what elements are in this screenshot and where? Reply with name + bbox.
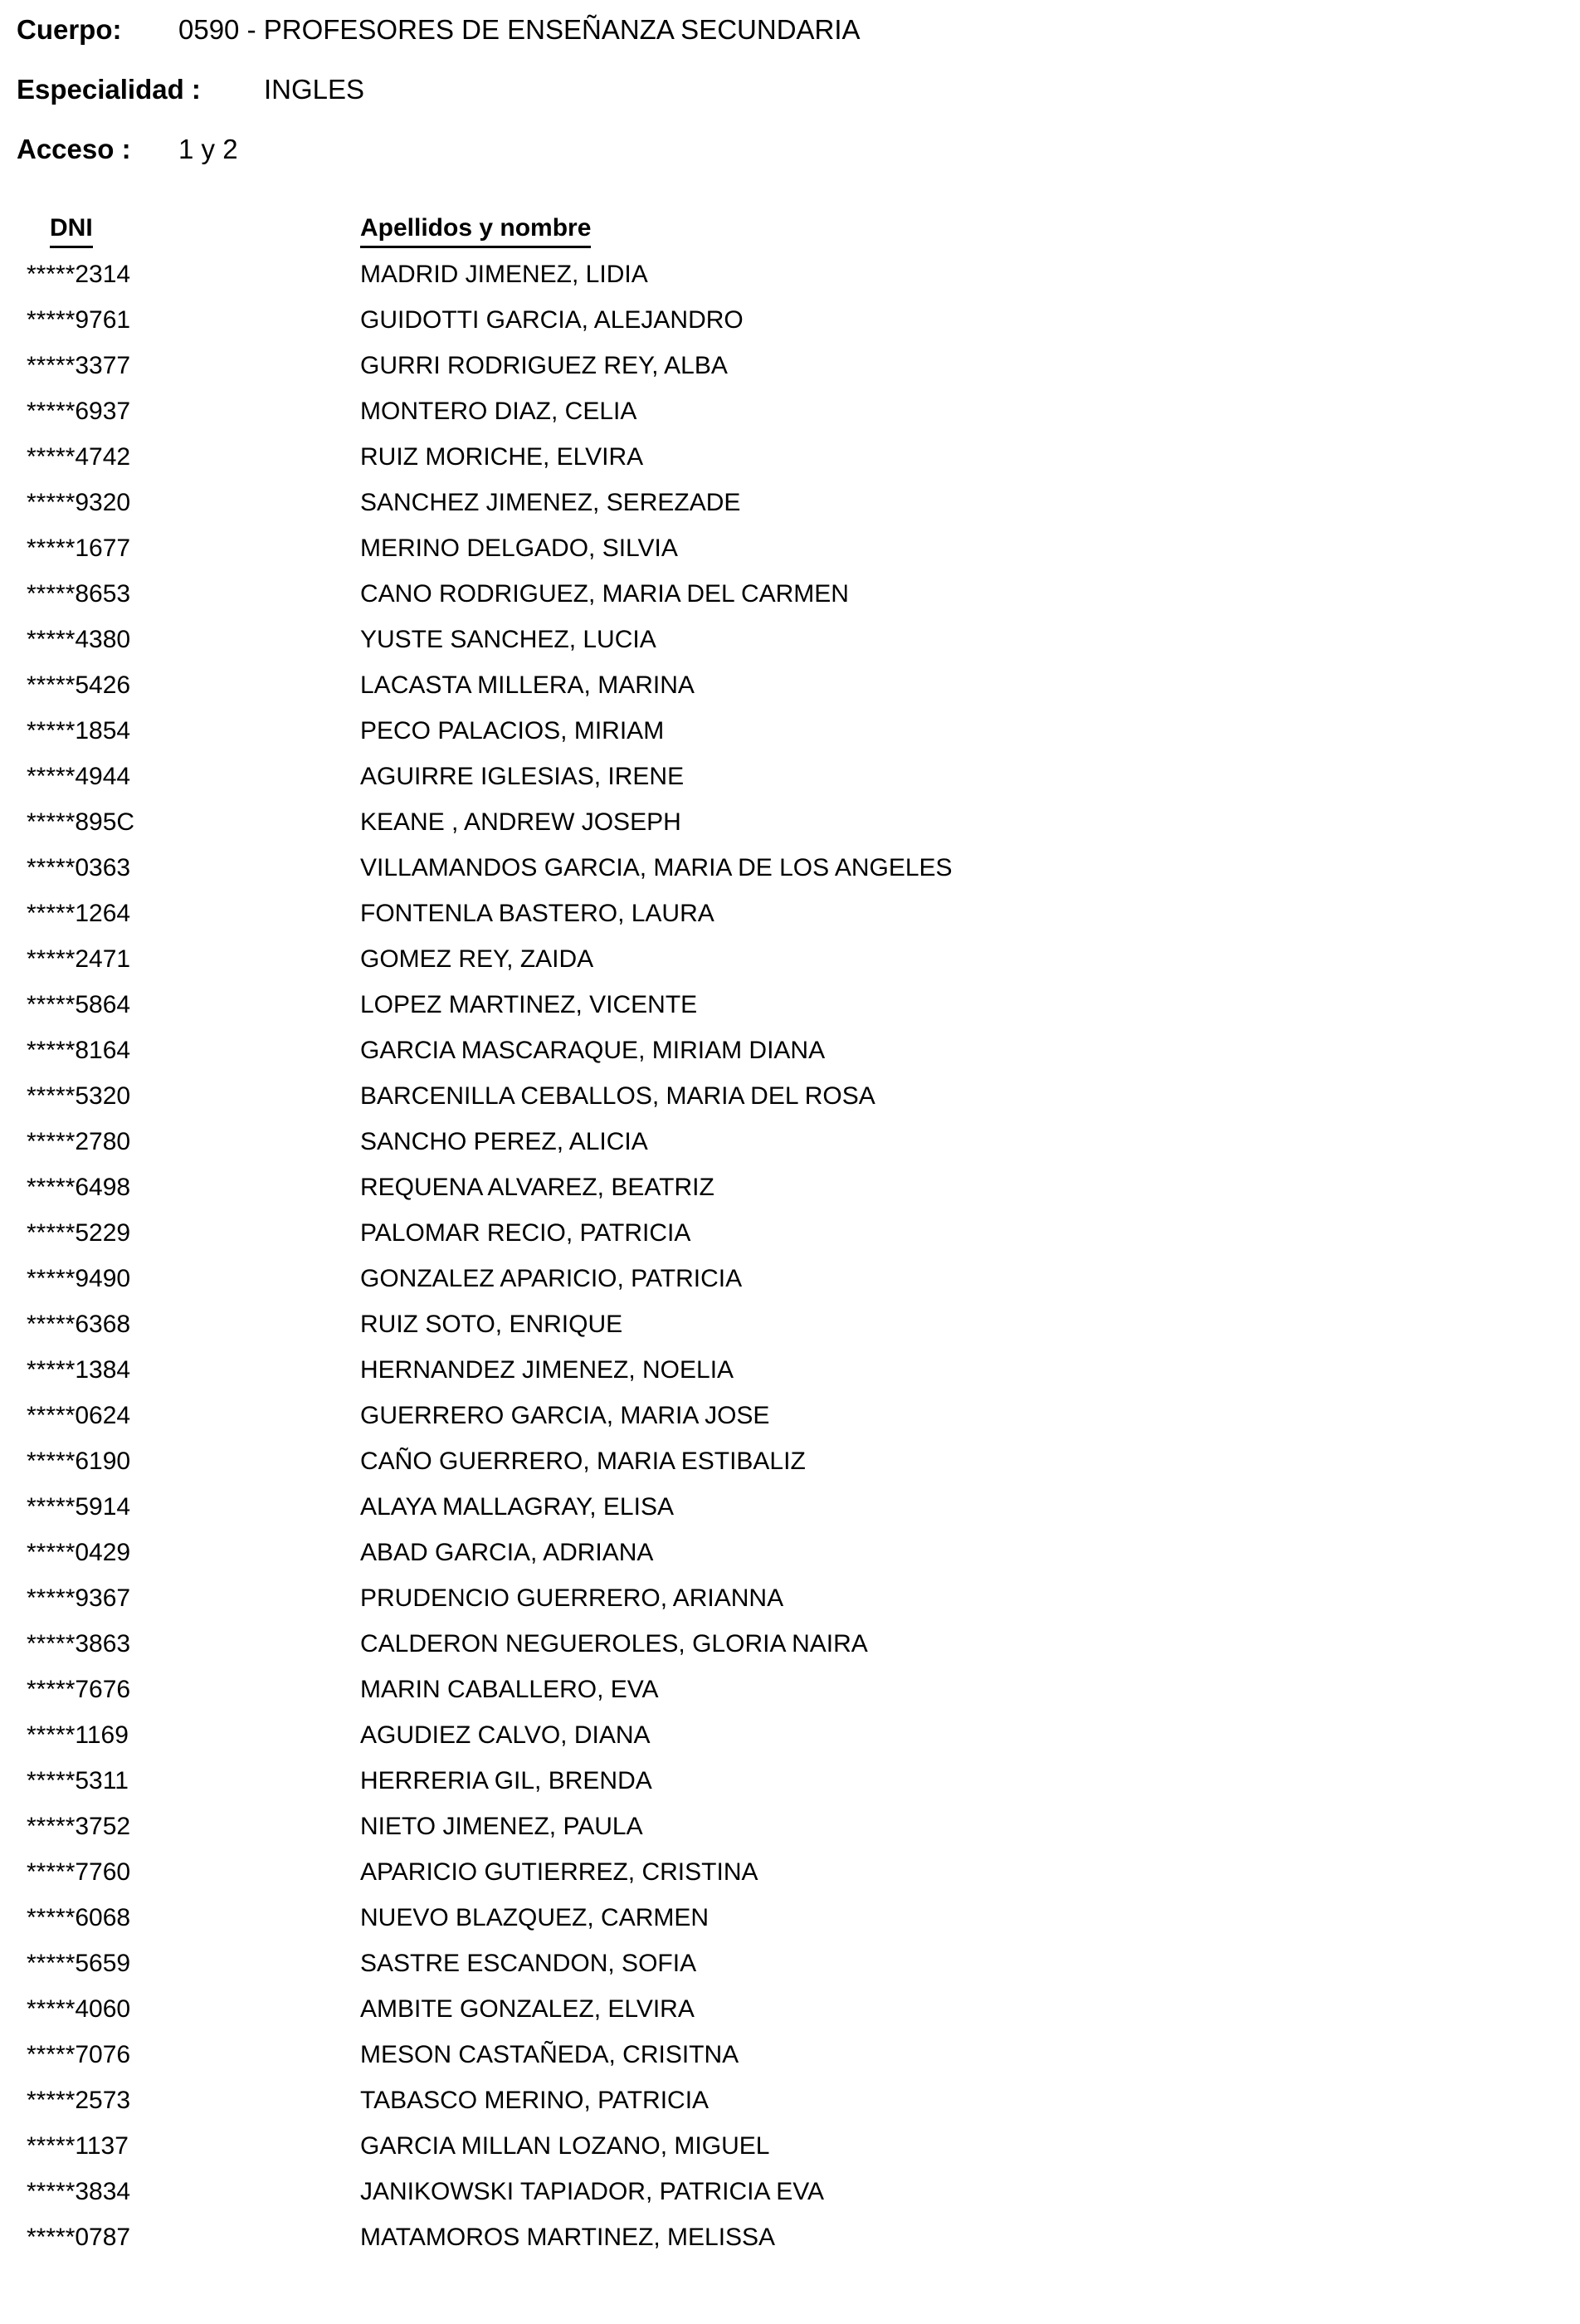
- table-row: [0, 989, 1580, 1035]
- row-dni: *****9367: [27, 1584, 131, 1612]
- row-name: RUIZ MORICHE, ELVIRA: [360, 443, 644, 471]
- row-dni: *****895C: [27, 808, 135, 836]
- table-row: [0, 1400, 1580, 1446]
- row-dni: *****1264: [27, 900, 131, 927]
- row-dni: *****4944: [27, 763, 131, 790]
- row-dni: *****5311: [27, 1767, 129, 1794]
- row-name: APARICIO GUTIERREZ, CRISTINA: [360, 1858, 758, 1886]
- table-row: [0, 1583, 1580, 1628]
- table-row: [0, 442, 1580, 487]
- table-row: [0, 1126, 1580, 1172]
- row-name: GOMEZ REY, ZAIDA: [360, 945, 594, 973]
- row-name: MESON CASTAÑEDA, CRISITNA: [360, 2041, 739, 2068]
- row-dni: *****4060: [27, 1995, 131, 2023]
- row-name: AGUDIEZ CALVO, DIANA: [360, 1721, 651, 1749]
- row-dni: *****1384: [27, 1356, 131, 1384]
- table-row: [0, 1628, 1580, 1674]
- row-name: RUIZ SOTO, ENRIQUE: [360, 1311, 623, 1338]
- row-dni: *****3863: [27, 1630, 131, 1658]
- especialidad-line: [17, 73, 364, 106]
- row-dni: *****6498: [27, 1174, 131, 1201]
- table-row: [0, 259, 1580, 305]
- row-dni: *****8653: [27, 580, 131, 608]
- cuerpo-line: [17, 13, 861, 46]
- table-row: [0, 1948, 1580, 1994]
- table-row: [0, 1081, 1580, 1126]
- row-name: AMBITE GONZALEZ, ELVIRA: [360, 1995, 695, 2023]
- row-name: VILLAMANDOS GARCIA, MARIA DE LOS ANGELES: [360, 854, 953, 881]
- row-name: MONTERO DIAZ, CELIA: [360, 398, 637, 425]
- row-name: ALAYA MALLAGRAY, ELISA: [360, 1493, 674, 1521]
- row-name: NUEVO BLAZQUEZ, CARMEN: [360, 1904, 710, 1931]
- row-name: NIETO JIMENEZ, PAULA: [360, 1813, 643, 1840]
- table-row: [0, 1537, 1580, 1583]
- row-name: SANCHO PEREZ, ALICIA: [360, 1128, 648, 1155]
- row-name: REQUENA ALVAREZ, BEATRIZ: [360, 1174, 714, 1201]
- row-dni: *****5320: [27, 1082, 131, 1110]
- row-dni: *****0787: [27, 2224, 131, 2251]
- row-name: HERNANDEZ JIMENEZ, NOELIA: [360, 1356, 734, 1384]
- row-name: KEANE , ANDREW JOSEPH: [360, 808, 681, 836]
- row-dni: *****5864: [27, 991, 131, 1018]
- table-header: [0, 214, 1580, 254]
- row-dni: *****9761: [27, 306, 131, 334]
- row-dni: *****1169: [27, 1721, 129, 1749]
- row-dni: *****1137: [27, 2132, 129, 2160]
- acceso-value: 1 y 2: [178, 134, 238, 164]
- row-dni: *****0363: [27, 854, 131, 881]
- table-row: [0, 1172, 1580, 1218]
- row-name: PALOMAR RECIO, PATRICIA: [360, 1219, 691, 1247]
- row-name: MERINO DELGADO, SILVIA: [360, 535, 678, 562]
- table-row: [0, 1355, 1580, 1400]
- row-name: MARIN CABALLERO, EVA: [360, 1676, 659, 1703]
- table-row: [0, 898, 1580, 944]
- row-dni: *****6190: [27, 1448, 131, 1475]
- row-dni: *****2471: [27, 945, 131, 973]
- row-name: ABAD GARCIA, ADRIANA: [360, 1539, 654, 1566]
- table-row: [0, 579, 1580, 624]
- table-row: [0, 1765, 1580, 1811]
- table-row: [0, 533, 1580, 579]
- acceso-label: Acceso :: [17, 134, 131, 164]
- row-dni: *****7760: [27, 1858, 131, 1886]
- row-name: GARCIA MASCARAQUE, MIRIAM DIANA: [360, 1037, 826, 1064]
- row-name: YUSTE SANCHEZ, LUCIA: [360, 626, 656, 653]
- row-dni: *****4380: [27, 626, 131, 653]
- table-row: [0, 1218, 1580, 1263]
- table-row: [0, 1811, 1580, 1857]
- row-name: CANO RODRIGUEZ, MARIA DEL CARMEN: [360, 580, 849, 608]
- table-row: [0, 487, 1580, 533]
- table-row: [0, 2039, 1580, 2085]
- table-row: [0, 2085, 1580, 2131]
- row-dni: *****3834: [27, 2178, 131, 2205]
- row-name: MADRID JIMENEZ, LIDIA: [360, 261, 648, 288]
- row-dni: *****4742: [27, 443, 131, 471]
- row-dni: *****8164: [27, 1037, 131, 1064]
- row-dni: *****6068: [27, 1904, 131, 1931]
- table-row: [0, 1035, 1580, 1081]
- table-row: [0, 670, 1580, 715]
- row-dni: *****5659: [27, 1950, 131, 1977]
- especialidad-value: INGLES: [264, 74, 365, 105]
- row-dni: *****7676: [27, 1676, 131, 1703]
- table-row: [0, 852, 1580, 898]
- cuerpo-value: 0590 - PROFESORES DE ENSEÑANZA SECUNDARIA: [178, 14, 861, 45]
- table-row: [0, 305, 1580, 350]
- table-row: [0, 1994, 1580, 2039]
- row-name: TABASCO MERINO, PATRICIA: [360, 2087, 710, 2114]
- table-row: [0, 1492, 1580, 1537]
- row-name: SANCHEZ JIMENEZ, SEREZADE: [360, 489, 741, 516]
- row-name: AGUIRRE IGLESIAS, IRENE: [360, 763, 685, 790]
- table-row: [0, 1720, 1580, 1765]
- row-dni: *****5914: [27, 1493, 131, 1521]
- row-name: BARCENILLA CEBALLOS, MARIA DEL ROSA: [360, 1082, 875, 1110]
- table-row: [0, 2222, 1580, 2268]
- row-name: MATAMOROS MARTINEZ, MELISSA: [360, 2224, 776, 2251]
- row-name: SASTRE ESCANDON, SOFIA: [360, 1950, 697, 1977]
- row-name: PECO PALACIOS, MIRIAM: [360, 717, 665, 745]
- table-row: [0, 761, 1580, 807]
- row-dni: *****0429: [27, 1539, 131, 1566]
- row-name: CALDERON NEGUEROLES, GLORIA NAIRA: [360, 1630, 868, 1658]
- column-header-name: Apellidos y nombre: [360, 214, 591, 248]
- table-row: [0, 715, 1580, 761]
- row-dni: *****3377: [27, 352, 131, 379]
- row-name: LOPEZ MARTINEZ, VICENTE: [360, 991, 698, 1018]
- row-dni: *****5426: [27, 671, 131, 699]
- row-dni: *****2314: [27, 261, 131, 288]
- table-row: [0, 624, 1580, 670]
- row-name: GUERRERO GARCIA, MARIA JOSE: [360, 1402, 770, 1429]
- row-dni: *****3752: [27, 1813, 131, 1840]
- row-name: LACASTA MILLERA, MARINA: [360, 671, 695, 699]
- row-dni: *****2573: [27, 2087, 131, 2114]
- row-dni: *****5229: [27, 1219, 131, 1247]
- row-dni: *****9320: [27, 489, 131, 516]
- table-row: [0, 396, 1580, 442]
- row-dni: *****9490: [27, 1265, 131, 1292]
- row-name: GUIDOTTI GARCIA, ALEJANDRO: [360, 306, 744, 334]
- cuerpo-label: Cuerpo:: [17, 14, 122, 45]
- row-name: PRUDENCIO GUERRERO, ARIANNA: [360, 1584, 784, 1612]
- row-dni: *****2780: [27, 1128, 131, 1155]
- row-dni: *****1854: [27, 717, 131, 745]
- table-row: [0, 807, 1580, 852]
- table-row: [0, 2176, 1580, 2222]
- table-row: [0, 350, 1580, 396]
- table-row: [0, 1857, 1580, 1902]
- row-dni: *****6937: [27, 398, 131, 425]
- row-name: GONZALEZ APARICIO, PATRICIA: [360, 1265, 743, 1292]
- column-header-dni: DNI: [50, 214, 93, 248]
- table-row: [0, 1263, 1580, 1309]
- table-row: [0, 2131, 1580, 2176]
- row-name: GURRI RODRIGUEZ REY, ALBA: [360, 352, 728, 379]
- especialidad-label: Especialidad :: [17, 74, 201, 105]
- roster-table-body: [0, 259, 1580, 2268]
- table-row: [0, 1902, 1580, 1948]
- row-name: CAÑO GUERRERO, MARIA ESTIBALIZ: [360, 1448, 806, 1475]
- row-dni: *****1677: [27, 535, 131, 562]
- row-dni: *****0624: [27, 1402, 131, 1429]
- table-row: [0, 1674, 1580, 1720]
- row-name: HERRERIA GIL, BRENDA: [360, 1767, 652, 1794]
- table-row: [0, 1446, 1580, 1492]
- row-dni: *****6368: [27, 1311, 131, 1338]
- row-name: JANIKOWSKI TAPIADOR, PATRICIA EVA: [360, 2178, 824, 2205]
- table-row: [0, 944, 1580, 989]
- row-dni: *****7076: [27, 2041, 131, 2068]
- row-name: FONTENLA BASTERO, LAURA: [360, 900, 714, 927]
- acceso-line: [17, 133, 238, 166]
- table-row: [0, 1309, 1580, 1355]
- row-name: GARCIA MILLAN LOZANO, MIGUEL: [360, 2132, 770, 2160]
